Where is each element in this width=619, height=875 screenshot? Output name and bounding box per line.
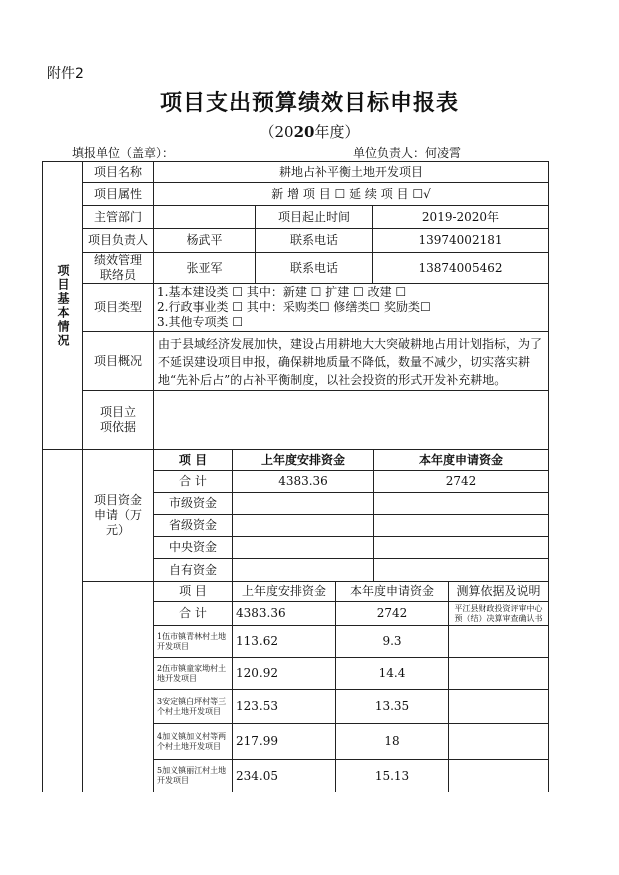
- attr-label: 项目属性: [82, 182, 154, 206]
- details-item-prev: 123.53: [232, 689, 336, 724]
- name-value: 耕地占补平衡土地开发项目: [153, 161, 549, 183]
- funds-row-name: 市级资金: [153, 492, 233, 515]
- perf-phone-label: 联系电话: [255, 252, 373, 284]
- details-item-prev: 234.05: [232, 759, 336, 792]
- details-item-prev: 113.62: [232, 625, 336, 658]
- funds-row-curr: [373, 536, 549, 559]
- period-value: 2019-2020年: [372, 205, 549, 229]
- manager-phone: 13974002181: [372, 228, 549, 253]
- funds-header-curr: 本年度申请资金: [373, 449, 549, 471]
- details-header-item: 项 目: [153, 581, 233, 602]
- details-header-curr: 本年度申请资金: [335, 581, 449, 602]
- details-item-name: 1伍市镇青林村土地开发项目: [153, 625, 233, 658]
- details-item-curr: 13.35: [335, 689, 449, 724]
- details-item-note: [448, 657, 549, 690]
- type-options: [153, 283, 549, 332]
- year-bold: 20: [293, 123, 315, 141]
- manager-label: 项目负责人: [82, 228, 154, 253]
- filing-unit-label: 填报单位（盖章）：: [72, 146, 175, 160]
- perf-contact-value: 张亚军: [153, 252, 256, 284]
- funds-header-item: 项 目: [153, 449, 233, 471]
- funds-row-prev: 4383.36: [232, 470, 374, 493]
- perf-phone: 13874005462: [372, 252, 549, 284]
- funds-row-prev: [232, 514, 374, 537]
- details-item-curr: 9.3: [335, 625, 449, 658]
- details-side: [82, 581, 154, 792]
- funds-row-prev: [232, 536, 374, 559]
- perf-contact-label: 绩效管理联络员: [82, 252, 154, 284]
- basis-value: [153, 390, 549, 450]
- details-item-prev: 217.99: [232, 723, 336, 760]
- details-total-prev: 4383.36: [232, 601, 336, 626]
- details-item-curr: 18: [335, 723, 449, 760]
- details-item-name: 4加义镇加义村等两个村土地开发项目: [153, 723, 233, 760]
- details-total-name: 合 计: [153, 601, 233, 626]
- funds-row-curr: [373, 558, 549, 582]
- type-line-3: 3.其他专项类 ☐: [157, 315, 244, 329]
- year-display: （2020年度）: [259, 123, 360, 141]
- type-label: 项目类型: [82, 283, 154, 332]
- section-basic-info: 项目基本情况: [42, 161, 83, 450]
- basis-label: 项目立项依据: [82, 390, 154, 450]
- funds-row-curr: [373, 514, 549, 537]
- details-item-curr: 15.13: [335, 759, 449, 792]
- manager-value: 杨武平: [153, 228, 256, 253]
- details-item-curr: 14.4: [335, 657, 449, 690]
- funds-row-name: 合 计: [153, 470, 233, 493]
- details-item-name: 2伍市镇童家坳村土地开发项目: [153, 657, 233, 690]
- page-title: 项目支出预算绩效目标申报表: [159, 90, 459, 116]
- year-suffix: 年度）: [314, 123, 360, 141]
- attr-value: 新 增 项 目 ☐ 延 续 项 目 ☐√: [153, 182, 549, 206]
- details-item-note: [448, 723, 549, 760]
- overview-label: 项目概况: [82, 331, 154, 391]
- dept-label: 主管部门: [82, 205, 154, 229]
- overview-text: 由于县域经济发展加快，建设占用耕地大大突破耕地占用计划指标，为了不延误建设项目申报，确保耕地质量不降低，数量不减少，切实落实耕地“先补后占”的占补平衡制度，以社会投资的形式开发补充耕地。: [153, 331, 549, 391]
- funds-row-name: 中央资金: [153, 536, 233, 559]
- unit-head-label: 单位负责人：何凌霄: [353, 146, 462, 160]
- funds-label: 项目资金申请（万元）: [82, 449, 154, 582]
- details-item-name: 5加义镇丽江村土地开发项目: [153, 759, 233, 792]
- manager-phone-label: 联系电话: [255, 228, 373, 253]
- details-item-name: 3安定镇白坪村等三个村土地开发项目: [153, 689, 233, 724]
- funds-row-name: 自有资金: [153, 558, 233, 582]
- details-item-prev: 120.92: [232, 657, 336, 690]
- details-total-curr: 2742: [335, 601, 449, 626]
- period-label: 项目起止时间: [255, 205, 373, 229]
- details-item-note: [448, 625, 549, 658]
- details-total-note: 平江县财政投资评审中心预（结）决算审查确认书: [448, 601, 549, 626]
- type-line-1: 1.基本建设类 ☐ 其中：新建 ☐ 扩建 ☐ 改建 ☐: [157, 285, 407, 299]
- section-funds: [42, 449, 83, 792]
- funds-row-prev: [232, 558, 374, 582]
- details-header-note: 测算依据及说明: [448, 581, 549, 602]
- attachment-label: 附件2: [47, 66, 84, 82]
- name-label: 项目名称: [82, 161, 154, 183]
- details-item-note: [448, 759, 549, 792]
- funds-row-prev: [232, 492, 374, 515]
- funds-row-curr: [373, 492, 549, 515]
- funds-row-curr: 2742: [373, 470, 549, 493]
- funds-row-name: 省级资金: [153, 514, 233, 537]
- type-line-2: 2.行政事业类 ☐ 其中：采购类☐ 修缮类☐ 奖励类☐: [157, 300, 431, 314]
- details-header-prev: 上年度安排资金: [232, 581, 336, 602]
- funds-header-prev: 上年度安排资金: [232, 449, 374, 471]
- dept-value: [153, 205, 256, 229]
- details-item-note: [448, 689, 549, 724]
